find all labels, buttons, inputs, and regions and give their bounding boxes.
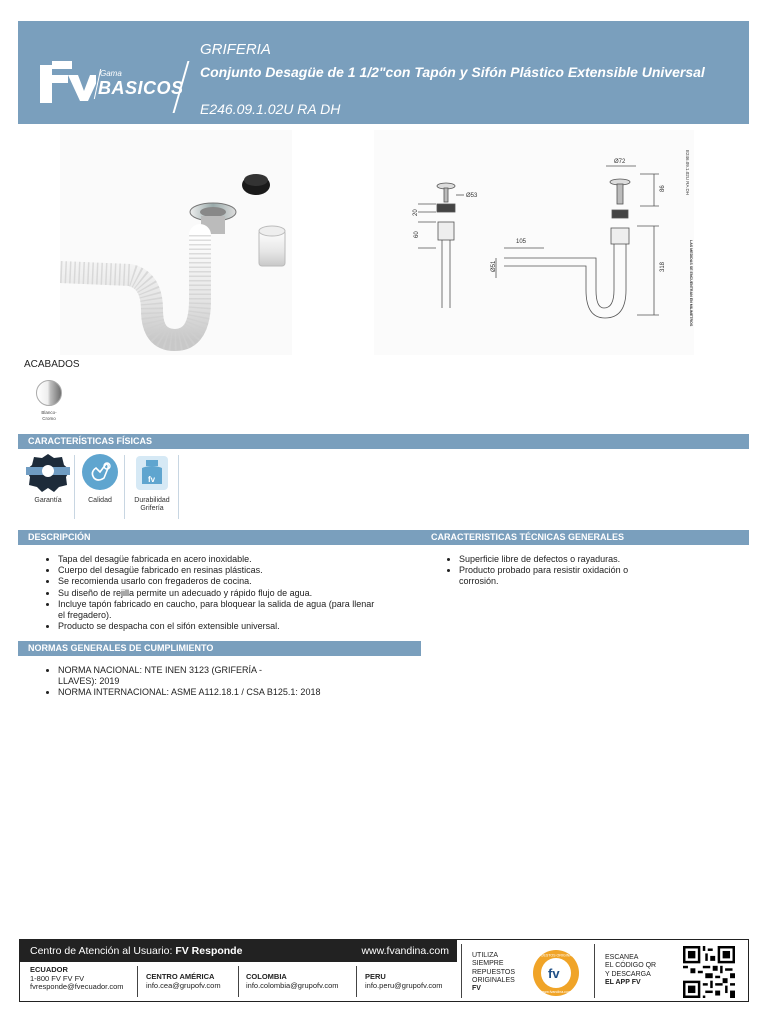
- contact-ecuador: [30, 966, 124, 992]
- header-banner: [18, 21, 749, 124]
- contact-region: PERU: [365, 972, 386, 981]
- scan-line: ESCANEA: [605, 954, 639, 961]
- contact-phone[interactable]: 1-800 FV FV FV: [30, 973, 85, 983]
- logo-gama-text: Gama: [100, 69, 122, 78]
- feature-label: Garantía: [34, 497, 62, 504]
- dim-label: 105: [516, 239, 527, 245]
- tecnicas-list: [447, 554, 697, 588]
- acabados-label: ACABADOS: [24, 359, 80, 370]
- drawing-side-note: LAS MEDIDAS SE ENCUENTRAN EN MILIMETROS: [689, 240, 693, 327]
- contact-email[interactable]: info.peru@grupofv.com: [365, 980, 443, 990]
- descripcion-list: [46, 554, 376, 632]
- icon-divider: [178, 455, 179, 519]
- list-item: • Incluye tapón fabricado en caucho, para bloquear la salida de agua (para llenar el fregadero).: [58, 599, 376, 621]
- util-line: FV: [472, 985, 481, 993]
- feature-garantia: [24, 452, 72, 518]
- contact-email[interactable]: info.cea@grupofv.com: [146, 980, 221, 990]
- finish-swatch-blanco-cromo[interactable]: [36, 380, 62, 406]
- contact-region: COLOMBIA: [246, 972, 287, 981]
- customer-center-name: FV Responde: [175, 945, 243, 957]
- qr-code-icon[interactable]: [683, 946, 735, 998]
- icon-divider: [74, 455, 75, 519]
- original-parts-text: [472, 952, 515, 993]
- section-header-tecnicas: CARACTERISTICAS TÉCNICAS GENERALES: [421, 530, 749, 545]
- finish-label-line1: Blanco-: [41, 410, 57, 415]
- util-line: UTILIZA: [472, 952, 499, 959]
- footer-divider: [238, 966, 239, 997]
- scan-line: Y DESCARGA: [605, 970, 651, 978]
- util-line: ORIGINALES: [472, 976, 515, 984]
- customer-center-prefix: Centro de Atención al Usuario:: [30, 945, 173, 957]
- contact-region: CENTRO AMÉRICA: [146, 972, 215, 981]
- contact-email[interactable]: fvresponde@fvecuador.com: [30, 982, 124, 991]
- util-line: REPUESTOS: [472, 968, 516, 976]
- feature-label-line2: Grifería: [140, 505, 164, 512]
- finish-label-line2: Cromo: [42, 416, 56, 421]
- scan-line: EL APP FV: [605, 978, 641, 986]
- feature-label: [118, 497, 186, 513]
- website-link[interactable]: www.fvandina.com: [361, 945, 449, 957]
- footer-divider: [137, 966, 138, 997]
- drawing-side-code: E246.09.1.02U RA DH: [685, 150, 690, 196]
- list-item: • NORMA INTERNACIONAL: ASME A112.18.1 / CSA B125.1: 2018: [58, 687, 328, 698]
- dim-label: 60: [414, 231, 420, 238]
- list-item: • Se recomienda usarlo con fregaderos de cocina.: [58, 576, 376, 587]
- footer-contact-bar: [20, 940, 457, 962]
- list-item: • Tapa del desagüe fabricada en acero inoxidable.: [58, 554, 376, 565]
- feature-calidad: [76, 452, 124, 518]
- feature-durabilidad: [128, 452, 176, 518]
- customer-center-text: [30, 940, 242, 962]
- seal-text: REPUESTOS ORIGINALES: [533, 953, 579, 958]
- dim-label: 20: [413, 209, 419, 216]
- contact-peru: [365, 973, 443, 990]
- section-header-fisicas: CARACTERÍSTICAS FÍSICAS: [18, 434, 749, 449]
- contact-region: ECUADOR: [30, 965, 68, 974]
- dim-label: Ø53: [466, 193, 478, 199]
- section-header-normas: NORMAS GENERALES DE CUMPLIMIENTO: [18, 641, 421, 656]
- seal-web: www.fvandina.com: [541, 990, 571, 994]
- flexible-siphon: [60, 235, 200, 340]
- footer-divider: [461, 944, 462, 998]
- section-header-descripcion: DESCRIPCIÓN: [18, 530, 421, 545]
- warranty-badge-icon: [24, 452, 72, 492]
- original-parts-seal-icon: [529, 948, 583, 998]
- util-line: SIEMPRE: [472, 960, 504, 968]
- dim-label: Ø51: [491, 260, 497, 272]
- list-item: • Su diseño de rejilla permite un adecuado y rápido flujo de agua.: [58, 588, 376, 599]
- product-code: E246.09.1.02U RA DH: [200, 101, 341, 117]
- contact-centro-america: [146, 973, 221, 990]
- footer: [19, 939, 749, 1002]
- list-item: • NORMA NACIONAL: NTE INEN 3123 (GRIFERÍA - LLAVES): 2019: [58, 665, 298, 687]
- dim-label: Ø72: [614, 159, 626, 165]
- footer-divider: [356, 966, 357, 997]
- list-item: • Superficie libre de defectos o rayaduras.: [459, 554, 697, 565]
- svg-text:fv: fv: [548, 966, 560, 981]
- svg-text:fv: fv: [148, 475, 156, 484]
- dim-label: 318: [660, 261, 666, 272]
- feature-label: Calidad: [88, 497, 112, 504]
- dim-label: 86: [660, 185, 666, 192]
- product-photo: [60, 130, 292, 355]
- fv-logo: [32, 53, 96, 107]
- list-item: • Cuerpo del desagüe fabricado en resinas plásticas.: [58, 565, 376, 576]
- quality-hand-icon: [76, 452, 124, 492]
- product-category: GRIFERIA: [200, 41, 271, 58]
- contact-email[interactable]: info.colombia@grupofv.com: [246, 980, 339, 990]
- scan-qr-text: [605, 954, 656, 987]
- scan-line: EL CÓDIGO QR: [605, 962, 657, 970]
- normas-list: [46, 665, 346, 699]
- logo-basicos-text: BASICOS: [98, 78, 184, 98]
- list-item: • Producto se despacha con el sifón extensible universal.: [58, 621, 376, 632]
- product-title: Conjunto Desagüe de 1 1/2"con Tapón y Sifón Plástico Extensible Universal: [200, 64, 705, 80]
- footer-divider: [594, 944, 595, 998]
- list-item: • Producto probado para resistir oxidación o corrosión.: [459, 565, 654, 587]
- finish-label: [36, 410, 62, 422]
- technical-drawing: [374, 130, 694, 355]
- faucet-durability-icon: [128, 452, 176, 492]
- feature-label-line1: Durabilidad: [134, 497, 170, 504]
- contact-colombia: [246, 973, 339, 990]
